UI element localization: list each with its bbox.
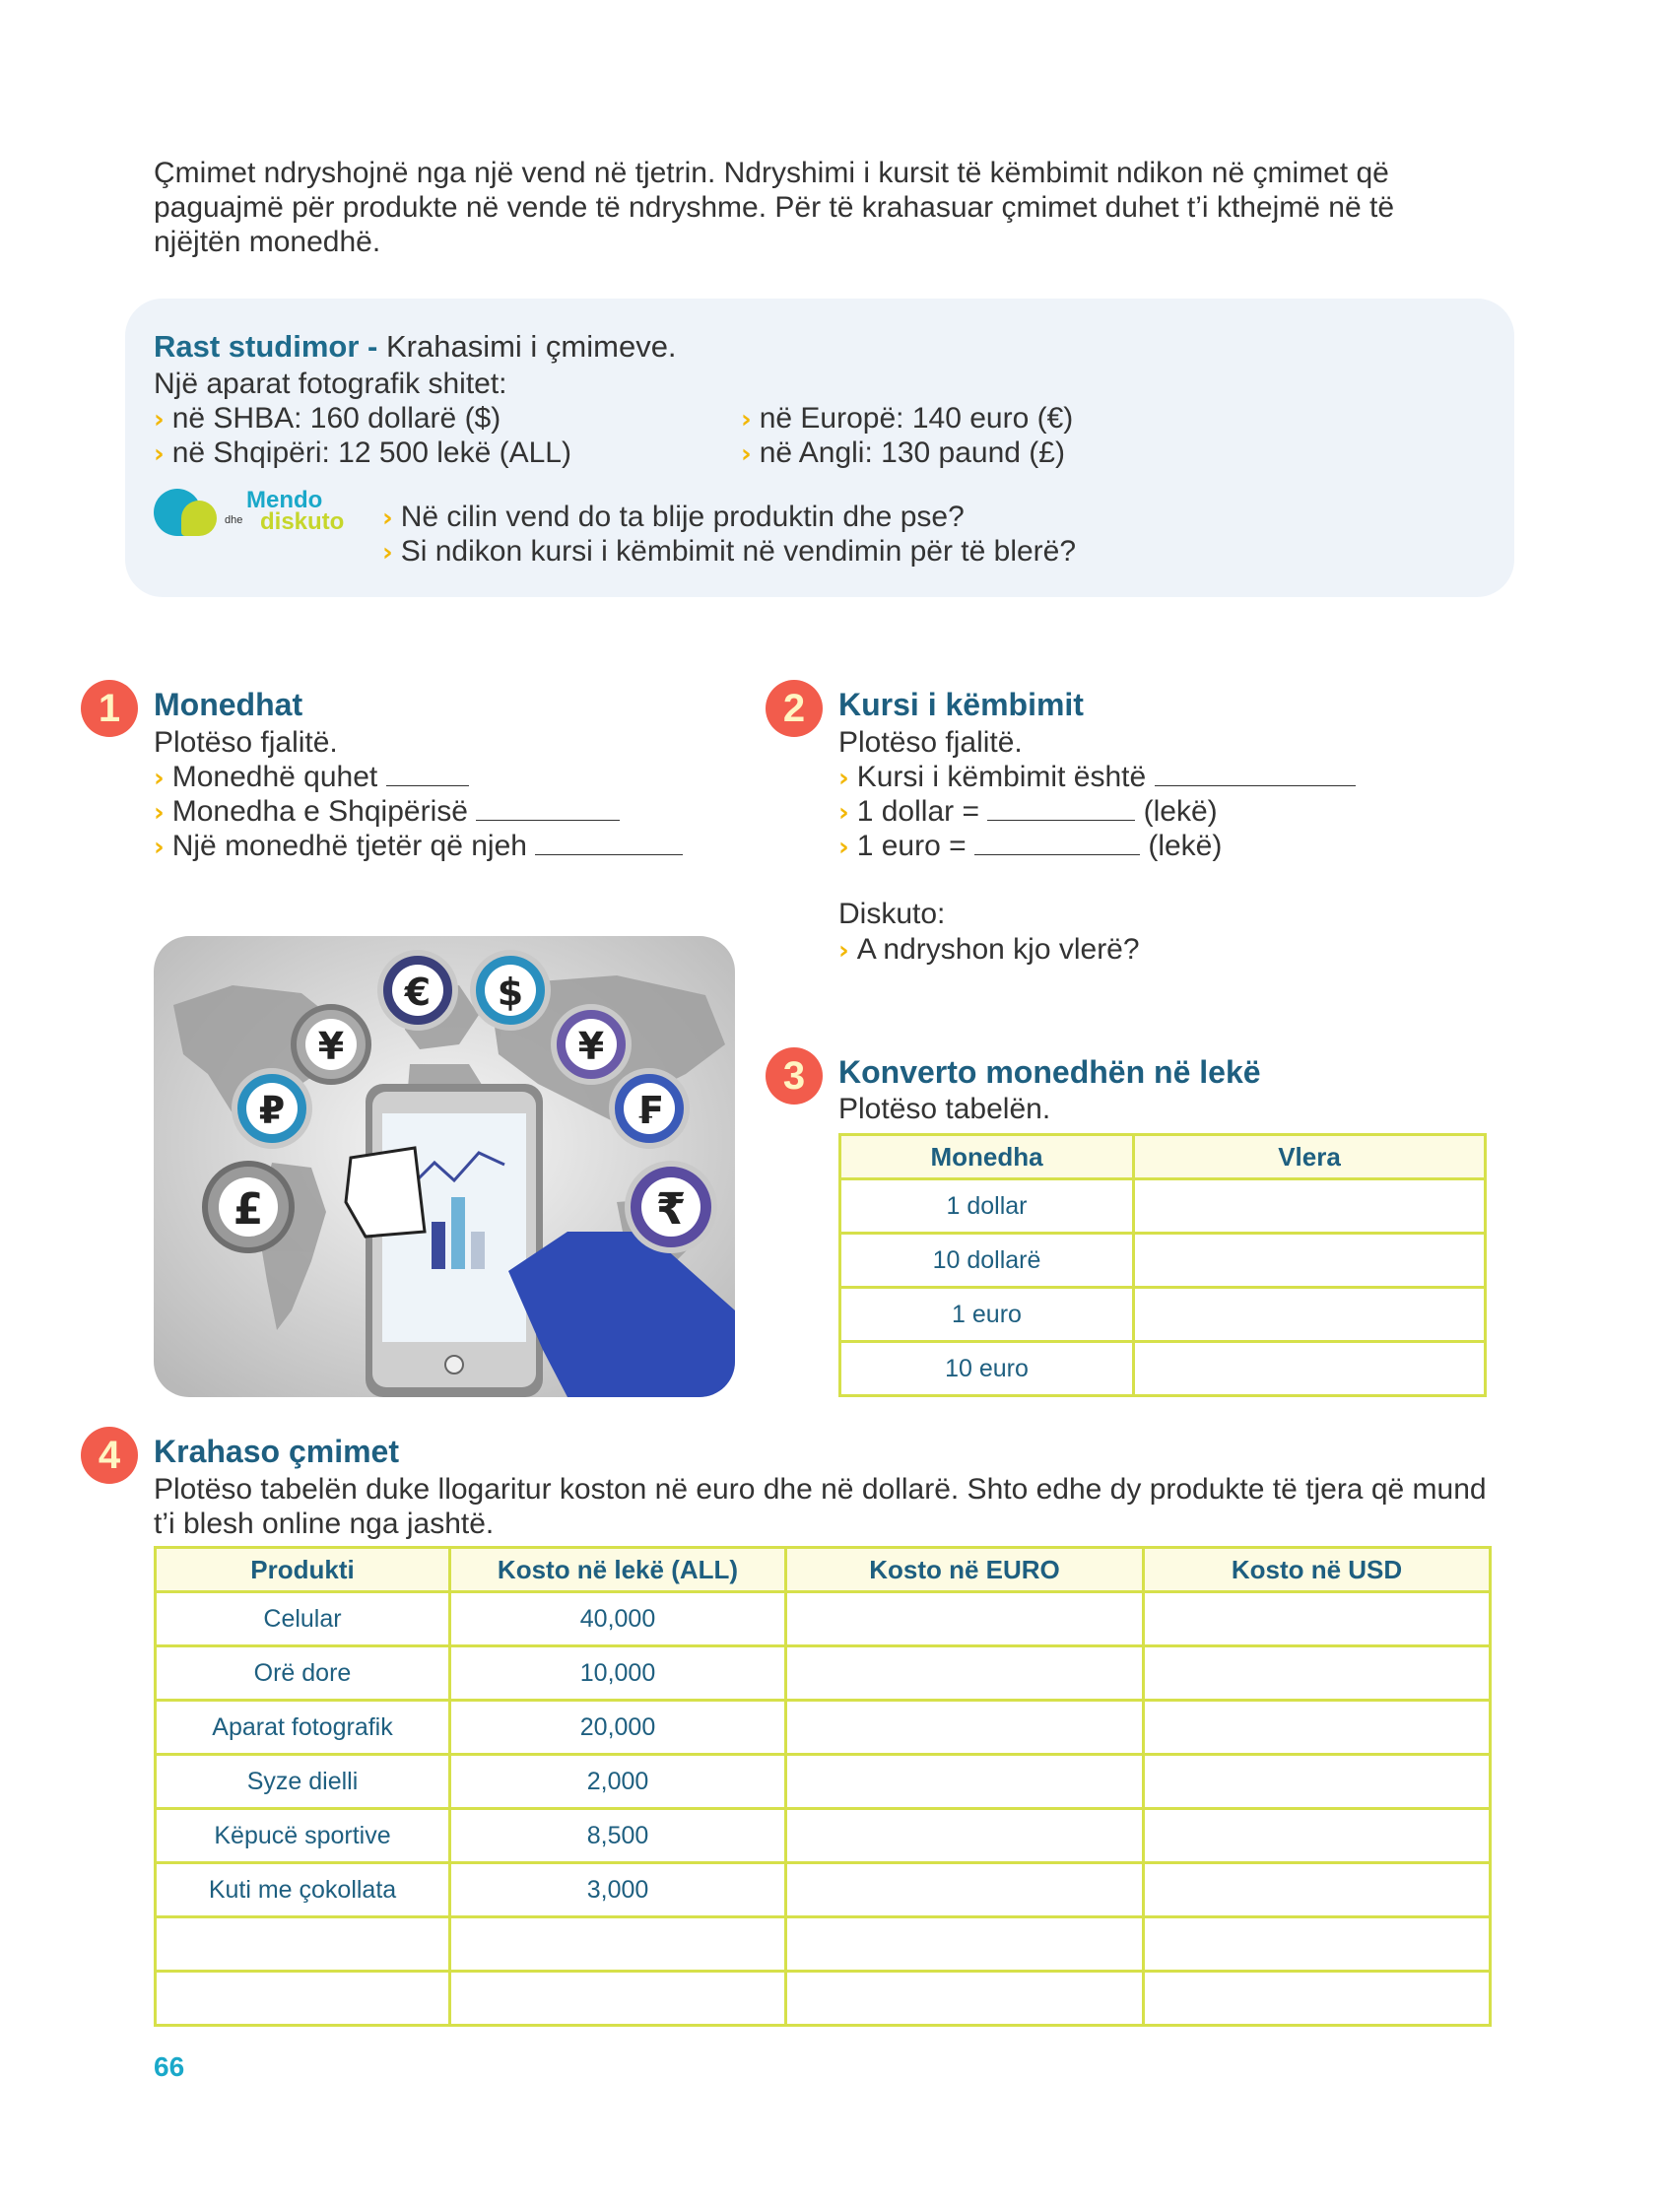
- product-cell: Kuti me çokollata: [156, 1863, 450, 1917]
- euro-coin-icon: [380, 953, 455, 1028]
- chevron-right-icon: ›: [838, 764, 849, 793]
- product-cell: Syze dielli: [156, 1755, 450, 1809]
- section-number-1: 1: [81, 680, 138, 737]
- section-number-4: 4: [81, 1427, 138, 1484]
- answer-cell[interactable]: [1144, 1972, 1491, 2026]
- svg-text:$: $: [497, 971, 524, 1014]
- currency-exchange-image: [154, 936, 735, 1397]
- table-row: [840, 1288, 1486, 1342]
- answer-cell[interactable]: [156, 1972, 450, 2026]
- fill-line: › Monedhë quhet: [154, 760, 469, 796]
- price-all-cell: 2,000: [450, 1755, 786, 1809]
- answer-cell[interactable]: [786, 1592, 1144, 1646]
- section-2-title: Kursi i këmbimit: [838, 687, 1084, 722]
- chevron-right-icon: ›: [838, 936, 849, 966]
- table-header: Kosto në USD: [1144, 1548, 1491, 1592]
- chevron-right-icon: ›: [154, 798, 165, 828]
- table-header: Kosto në lekë (ALL): [450, 1548, 786, 1592]
- case-item: › në Angli: 130 paund (£): [741, 436, 1065, 469]
- section-number-3: 3: [766, 1047, 823, 1105]
- answer-cell[interactable]: [786, 1972, 1144, 2026]
- product-cell: Këpucë sportive: [156, 1809, 450, 1863]
- currency-illustration: [154, 936, 735, 1397]
- svg-text:₣: ₣: [635, 1089, 663, 1132]
- answer-blank[interactable]: [476, 796, 620, 821]
- fill-line: › 1 dollar = (lekë): [838, 795, 1218, 828]
- answer-blank[interactable]: [535, 831, 683, 855]
- answer-cell[interactable]: [786, 1809, 1144, 1863]
- answer-cell[interactable]: [1134, 1342, 1486, 1396]
- case-item: › në Shqipëri: 12 500 lekë (ALL): [154, 436, 571, 469]
- table-cell: 10 dollarë: [840, 1234, 1134, 1288]
- intro-paragraph: Çmimet ndryshojnë nga një vend në tjetrin. Ndryshimi i kursit të këmbimit ndikon në çmimet që paguajmë për produkte në vende të ndryshme. Për të krahasuar çmimet duhet t’i kthejmë në të njëjtën monedhë.: [154, 157, 1395, 258]
- table-row: [156, 1917, 1491, 1972]
- table-row: [156, 1755, 1491, 1809]
- discuss-label: Diskuto:: [838, 898, 946, 930]
- table-row: [156, 1592, 1491, 1646]
- case-study-title: Krahasimi i çmimeve.: [385, 329, 677, 364]
- chevron-right-icon: ›: [382, 538, 393, 568]
- answer-cell[interactable]: [1144, 1646, 1491, 1701]
- chevron-right-icon: ›: [154, 439, 165, 469]
- product-cell: Aparat fotografik: [156, 1701, 450, 1755]
- table-row: [156, 1972, 1491, 2026]
- section-4-instruction: Plotëso tabelën duke llogaritur koston në euro dhe në dollarë. Shto edhe dy produkte të tjera që mund t’i blesh online nga jashtë.: [154, 1473, 1487, 1540]
- price-all-cell: 10,000: [450, 1646, 786, 1701]
- discuss-question: › A ndryshon kjo vlerë?: [838, 933, 1140, 966]
- table-row: [156, 1701, 1491, 1755]
- svg-text:¥: ¥: [317, 1025, 345, 1068]
- answer-blank[interactable]: [987, 796, 1135, 821]
- section-4-title: Krahaso çmimet: [154, 1434, 399, 1469]
- answer-cell[interactable]: [786, 1863, 1144, 1917]
- answer-cell[interactable]: [450, 1972, 786, 2026]
- fill-line: › Një monedhë tjetër që njeh: [154, 829, 683, 865]
- answer-cell[interactable]: [1144, 1592, 1491, 1646]
- yen-coin-icon: [294, 1007, 368, 1082]
- table-header: Monedha: [840, 1135, 1134, 1179]
- product-cell: Celular: [156, 1592, 450, 1646]
- table-row: [840, 1234, 1486, 1288]
- answer-cell[interactable]: [450, 1917, 786, 1972]
- chevron-right-icon: ›: [838, 798, 849, 828]
- speech-bubble-icon: [181, 501, 217, 536]
- svg-text:€: €: [404, 971, 432, 1014]
- table-cell: 10 euro: [840, 1342, 1134, 1396]
- table-row: [156, 1809, 1491, 1863]
- discussion-question: › Në cilin vend do ta blije produktin dhe pse?: [382, 501, 965, 533]
- fill-line: › Monedha e Shqipërisë: [154, 794, 620, 831]
- table-cell: 1 dollar: [840, 1179, 1134, 1234]
- price-comparison-table: [154, 1546, 1492, 2027]
- svg-text:₽: ₽: [258, 1089, 286, 1132]
- section-2-instruction: Plotëso fjalitë.: [838, 726, 1023, 759]
- answer-cell[interactable]: [156, 1917, 450, 1972]
- table-header: Vlera: [1134, 1135, 1486, 1179]
- answer-cell[interactable]: [786, 1646, 1144, 1701]
- svg-text:¥: ¥: [577, 1025, 605, 1068]
- answer-cell[interactable]: [1134, 1234, 1486, 1288]
- answer-cell[interactable]: [1144, 1863, 1491, 1917]
- franc-coin-icon: [612, 1071, 687, 1146]
- price-all-cell: 40,000: [450, 1592, 786, 1646]
- pound-coin-icon: [205, 1164, 292, 1250]
- table-header: Produkti: [156, 1548, 450, 1592]
- answer-cell[interactable]: [1144, 1755, 1491, 1809]
- product-cell: Orë dore: [156, 1646, 450, 1701]
- fill-line: › 1 euro = (lekë): [838, 830, 1223, 862]
- section-3-instruction: Plotëso tabelën.: [838, 1093, 1051, 1125]
- answer-cell[interactable]: [1134, 1288, 1486, 1342]
- answer-cell[interactable]: [1144, 1809, 1491, 1863]
- conversion-table: [838, 1133, 1487, 1397]
- answer-cell[interactable]: [786, 1701, 1144, 1755]
- mendo-dhe-diskuto-logo: Mendo dhe diskuto: [154, 487, 370, 546]
- chevron-right-icon: ›: [838, 833, 849, 862]
- chevron-right-icon: ›: [382, 503, 393, 533]
- table-header: Kosto në EURO: [786, 1548, 1144, 1592]
- price-all-cell: 20,000: [450, 1701, 786, 1755]
- case-item: › në Europë: 140 euro (€): [741, 402, 1074, 435]
- chevron-right-icon: ›: [154, 833, 165, 862]
- answer-blank[interactable]: [974, 831, 1140, 855]
- case-study-heading: [154, 329, 677, 365]
- chevron-right-icon: ›: [741, 439, 752, 469]
- page-number: 66: [154, 2051, 185, 2082]
- chevron-right-icon: ›: [741, 405, 752, 435]
- table-row: [156, 1863, 1491, 1917]
- section-3-title: Konverto monedhën në lekë: [838, 1054, 1261, 1090]
- fill-line: › Kursi i këmbimit është: [838, 760, 1356, 796]
- section-number-2: 2: [766, 680, 823, 737]
- svg-text:₹: ₹: [655, 1184, 687, 1235]
- answer-cell[interactable]: [786, 1755, 1144, 1809]
- price-all-cell: 8,500: [450, 1809, 786, 1863]
- answer-cell[interactable]: [786, 1917, 1144, 1972]
- case-study-lead: Një aparat fotografik shitet:: [154, 368, 507, 400]
- case-item: › në SHBA: 160 dollarë ($): [154, 402, 501, 435]
- yen-coin-icon: [554, 1007, 629, 1082]
- answer-blank[interactable]: [386, 762, 469, 786]
- table-row: [840, 1342, 1486, 1396]
- section-1-instruction: Plotëso fjalitë.: [154, 726, 338, 759]
- table-row: [840, 1179, 1486, 1234]
- rupee-coin-icon: [628, 1164, 714, 1250]
- chevron-right-icon: ›: [154, 405, 165, 435]
- section-1-title: Monedhat: [154, 687, 303, 722]
- answer-blank[interactable]: [1155, 762, 1356, 786]
- discussion-question: › Si ndikon kursi i këmbimit në vendimin për të blerë?: [382, 535, 1077, 568]
- chevron-right-icon: ›: [154, 764, 165, 793]
- price-all-cell: 3,000: [450, 1863, 786, 1917]
- answer-cell[interactable]: [1144, 1917, 1491, 1972]
- table-cell: 1 euro: [840, 1288, 1134, 1342]
- case-study-label: Rast studimor -: [154, 329, 378, 364]
- answer-cell[interactable]: [1134, 1179, 1486, 1234]
- table-row: [156, 1646, 1491, 1701]
- dollar-coin-icon: [473, 953, 548, 1028]
- answer-cell[interactable]: [1144, 1701, 1491, 1755]
- svg-text:£: £: [233, 1184, 264, 1235]
- ruble-coin-icon: [234, 1071, 309, 1146]
